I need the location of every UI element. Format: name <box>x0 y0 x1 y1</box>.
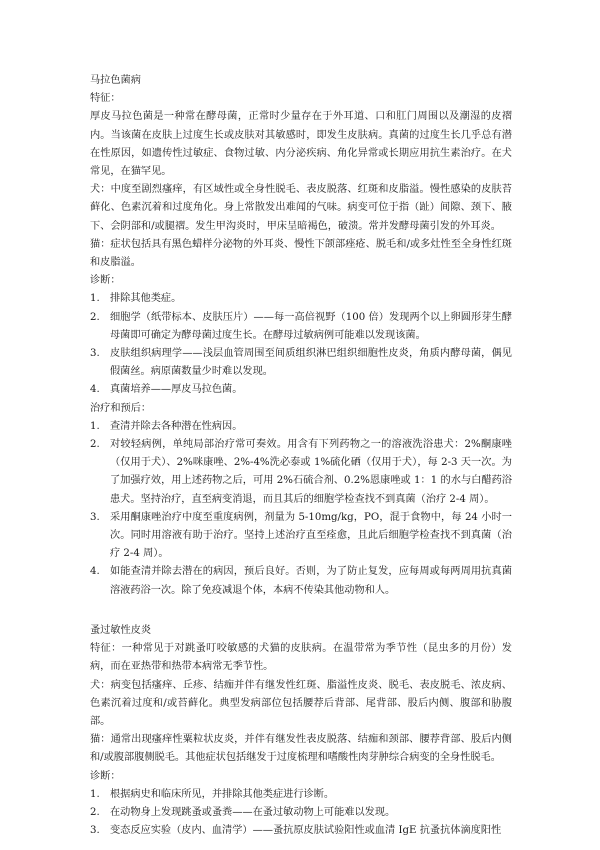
list-item <box>90 509 512 564</box>
section2-diagnosis-list <box>90 786 512 841</box>
list-number: 4. <box>90 566 100 578</box>
list-item <box>90 381 512 399</box>
section1-features-text: 厚皮马拉色菌是一种常在酵母菌，正常时少量存在于外耳道、口和肛门周围以及潮湿的皮褶内。当该菌在皮肤上过度生长或皮肤对其敏感时，即发生皮肤病。真菌的过度生长几乎总有潜在性原因，如遗传性过敏症、食物过敏、内分泌疾病、角化异常或长期应用抗生素治疗。在犬常见，在猫罕见。 <box>90 111 512 178</box>
list-item <box>90 309 512 345</box>
section2-diagnosis-label: 诊断： <box>90 770 121 782</box>
list-item <box>90 345 512 381</box>
list-text: 排除其他类症。 <box>110 293 182 305</box>
section1-cat-text: 猫：症状包括具有黑色蜡样分泌物的外耳炎、慢性下颌部痤疮、脱毛和/或多灶性至全身性红斑和皮脂溢。 <box>90 238 512 269</box>
section2-features-text: 特征：一种常见于对跳蚤叮咬敏感的犬猫的皮肤病。在温带常为季节性（昆虫多的月份）发病，而在亚热带和热带本病常无季节性。 <box>90 643 512 673</box>
list-number: 2. <box>90 311 100 323</box>
section1-title: 马拉色菌病 <box>90 75 141 86</box>
list-number: 1. <box>90 788 100 800</box>
list-number: 4. <box>90 384 100 396</box>
list-text: 皮肤组织病理学——浅层血管周围至间质组织淋巴组织细胞性皮炎，角质内酵母菌，偶见假菌丝。病原菌数量少时难以发现。 <box>110 348 512 378</box>
list-text: 根据病史和临床所见，并排除其他类症进行诊断。 <box>110 788 335 800</box>
section1-diagnosis-list <box>90 290 512 399</box>
list-item <box>90 804 512 822</box>
section1-treatment-label: 治疗和预后： <box>90 402 152 414</box>
section1-diagnosis-label: 诊断： <box>90 275 121 287</box>
list-text: 真菌培养——厚皮马拉色菌。 <box>110 384 243 396</box>
list-item <box>90 290 512 308</box>
list-text: 变态反应实验（皮内、血清学）——蚤抗原皮肤试验阳性或血清 IgE 抗蚤抗体滴度阳性 <box>110 825 502 837</box>
section2-title: 蚤过敏性皮炎 <box>90 624 152 636</box>
list-text: 采用酮康唑治疗中度至重度病例，剂量为 5-10mg/kg，PO，混于食物中，每 24 小时一次。同时用溶液有助于治疗。坚持上述治疗直至痊愈，且此后细胞学检查找不到真菌（治疗 2-4 周）。 <box>110 511 512 560</box>
section-spacer <box>90 600 512 622</box>
list-text: 在动物身上发现跳蚤或蚤粪——在蚤过敏动物上可能难以发现。 <box>110 806 396 818</box>
list-number: 2. <box>90 439 100 451</box>
section1-features-label: 特征： <box>90 93 121 105</box>
list-text: 查清并除去各种潜在性病因。 <box>110 420 243 432</box>
list-number: 3. <box>90 348 100 360</box>
list-text: 对较轻病例，单纯局部治疗常可奏效。用含有下列药物之一的溶液洗浴患犬：2%酮康唑（仅用于犬）、2%咪康唑、2%-4%洗必泰或 1%硫化硒（仅用于犬），每 2-3 天一次。为了加强疗效，用上述药物之后，可用 2%石硫合剂、0.2%恩康唑或 1：1 的水与白醋药浴患犬。坚持治疗，直至病变消退，而且其后的细胞学检查找不到真菌（治疗 2-4 周）。 <box>110 439 512 505</box>
list-number: 3. <box>90 511 100 523</box>
list-item <box>90 822 512 840</box>
section1-treatment-list <box>90 418 512 600</box>
list-text: 如能查清并除去潜在的病因，预后良好。否则，为了防止复发，应每周或每两周用抗真菌溶液药浴一次。除了免疫减退个体，本病不传染其他动物和人。 <box>110 566 512 596</box>
list-number: 2. <box>90 806 100 818</box>
list-text: 细胞学（纸带标本、皮肤压片）——每一高倍视野（100 倍）发现两个以上卵圆形芽生酵母菌即可确定为酵母菌过度生长。在酵母过敏病例可能难以发现该菌。 <box>110 311 512 341</box>
list-item <box>90 418 512 436</box>
list-number: 1. <box>90 420 100 432</box>
list-number: 3. <box>90 825 100 837</box>
list-item <box>90 786 512 804</box>
list-number: 1. <box>90 293 100 305</box>
section2-cat-text: 猫：通常出现瘙痒性粟粒状皮炎，并伴有继发性表皮脱落、结痂和颈部、腰荐背部、股后内侧和/或腹部腹侧脱毛。其他症状包括继发于过度梳理和嗜酸性肉芽肿综合病变的全身性脱毛。 <box>90 734 512 764</box>
list-item <box>90 563 512 599</box>
section1-dog-text: 犬：中度至剧烈瘙痒，有区域性或全身性脱毛、表皮脱落、红斑和皮脂溢。慢性感染的皮肤苔藓化、色素沉着和过度角化。身上常散发出难闻的气味。病变可位于指（趾）间隙、颈下、腋下、会阴部和/或腿褶。发生甲沟炎时，甲床呈暗褐色，破溃。常并发酵母菌引发的外耳炎。 <box>90 184 512 232</box>
list-item <box>90 436 512 509</box>
section2-dog-text: 犬：病变包括瘙痒、丘疹、结痂并伴有继发性红斑、脂溢性皮炎、脱毛、表皮脱毛、浓皮病、色素沉着过度和/或苔藓化。典型发病部位包括腰荐后背部、尾背部、股后内侧、腹部和胁腹部。 <box>90 679 512 727</box>
